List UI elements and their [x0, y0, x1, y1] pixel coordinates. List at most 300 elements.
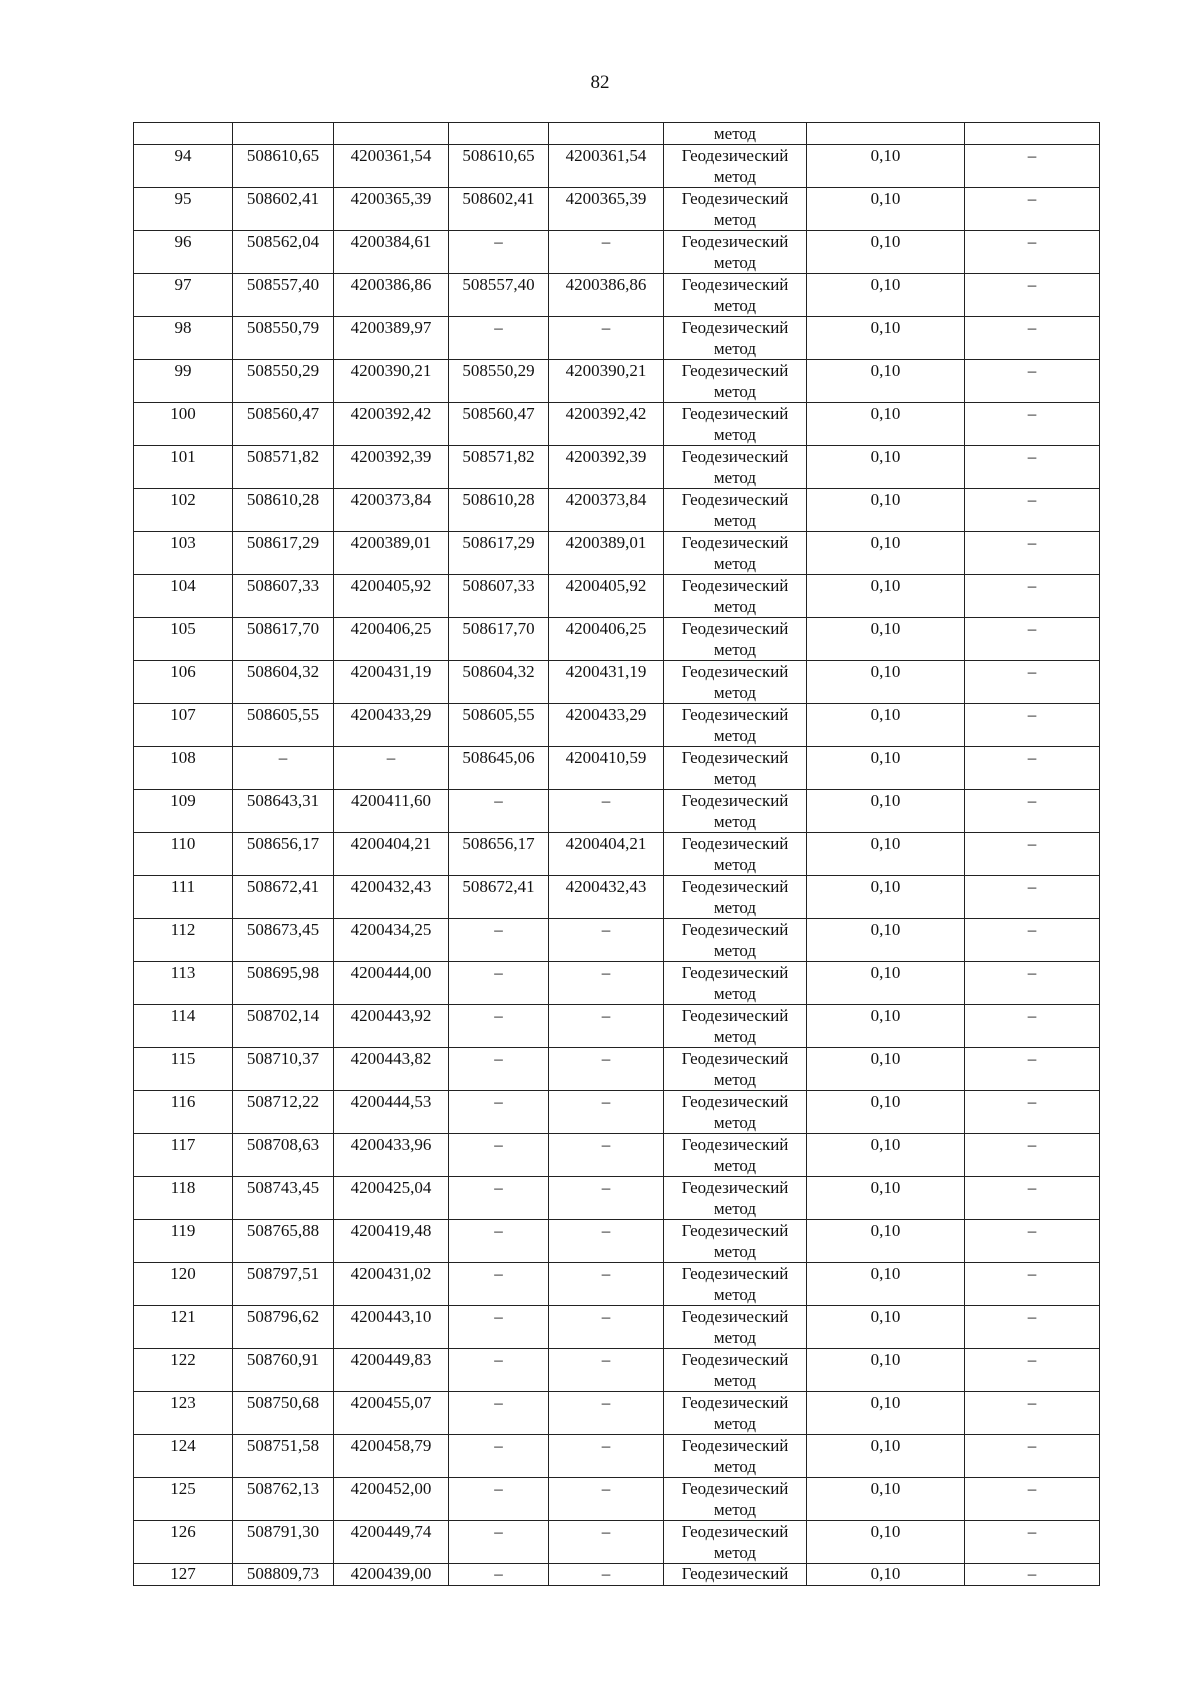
- cell-y2: –: [549, 1306, 664, 1349]
- cell-x2: 508557,40: [449, 274, 549, 317]
- method-line-2: метод: [713, 1285, 757, 1304]
- cell-y2: 4200433,29: [549, 704, 664, 747]
- cell-y2: –: [549, 1478, 664, 1521]
- cell-y1: 4200432,43: [334, 876, 449, 919]
- cell-x2: –: [449, 1263, 549, 1306]
- cell-note: –: [965, 1564, 1100, 1586]
- cell-x1: 508809,73: [233, 1564, 334, 1586]
- cell-y1: 4200405,92: [334, 575, 449, 618]
- method-line-2: метод: [713, 1156, 757, 1175]
- cell-accuracy: 0,10: [807, 790, 965, 833]
- cell-method: [664, 790, 807, 833]
- method-line-1: Геодезический: [681, 1393, 789, 1412]
- cell-note: –: [965, 1177, 1100, 1220]
- cell-x2: 508571,82: [449, 446, 549, 489]
- cell-y2: 4200365,39: [549, 188, 664, 231]
- table-row: [134, 274, 1100, 317]
- cell-accuracy: 0,10: [807, 188, 965, 231]
- cell-note: –: [965, 790, 1100, 833]
- cell-number: 95: [134, 188, 233, 231]
- cell-method: [664, 403, 807, 446]
- cell-x2: 508672,41: [449, 876, 549, 919]
- cell-x2: 508610,65: [449, 145, 549, 188]
- cell-accuracy: 0,10: [807, 1005, 965, 1048]
- cell-y1: 4200444,53: [334, 1091, 449, 1134]
- cell-method: [664, 1220, 807, 1263]
- method-line-2: метод: [713, 468, 757, 487]
- cell-x1: 508702,14: [233, 1005, 334, 1048]
- table-row: [134, 1005, 1100, 1048]
- table-row: [134, 1521, 1100, 1564]
- cell-x2: 508617,70: [449, 618, 549, 661]
- method-line-2: метод: [713, 167, 757, 186]
- cell-number: 127: [134, 1564, 233, 1586]
- cell-y1: [334, 123, 449, 145]
- cell-accuracy: 0,10: [807, 1048, 965, 1091]
- cell-accuracy: 0,10: [807, 403, 965, 446]
- cell-x1: 508791,30: [233, 1521, 334, 1564]
- table-row: [134, 919, 1100, 962]
- cell-y2: –: [549, 1392, 664, 1435]
- cell-method: [664, 1134, 807, 1177]
- method-line-2: метод: [713, 1500, 757, 1519]
- method-line-1: Геодезический: [681, 1264, 789, 1283]
- cell-method: [664, 1306, 807, 1349]
- cell-y2: –: [549, 1521, 664, 1564]
- method-line-1: Геодезический: [681, 1350, 789, 1369]
- cell-note: –: [965, 446, 1100, 489]
- cell-method: [664, 747, 807, 790]
- cell-x1: 508762,13: [233, 1478, 334, 1521]
- method-line-1: Геодезический: [681, 146, 789, 165]
- cell-number: 104: [134, 575, 233, 618]
- cell-accuracy: 0,10: [807, 1220, 965, 1263]
- cell-accuracy: 0,10: [807, 446, 965, 489]
- table-row: [134, 1134, 1100, 1177]
- cell-number: 113: [134, 962, 233, 1005]
- table-row: [134, 145, 1100, 188]
- cell-note: –: [965, 403, 1100, 446]
- cell-x1: 508765,88: [233, 1220, 334, 1263]
- method-line-2: метод: [713, 210, 757, 229]
- cell-method: [664, 1177, 807, 1220]
- cell-number: 106: [134, 661, 233, 704]
- cell-y1: 4200444,00: [334, 962, 449, 1005]
- cell-y1: 4200431,02: [334, 1263, 449, 1306]
- cell-x1: [233, 123, 334, 145]
- cell-x1: 508643,31: [233, 790, 334, 833]
- method-line-2: метод: [713, 1199, 757, 1218]
- cell-x1: 508695,98: [233, 962, 334, 1005]
- cell-accuracy: 0,10: [807, 489, 965, 532]
- cell-method: [664, 1349, 807, 1392]
- cell-x2: –: [449, 1306, 549, 1349]
- cell-accuracy: 0,10: [807, 1435, 965, 1478]
- cell-note: –: [965, 1263, 1100, 1306]
- method-line-1: Геодезический: [681, 189, 789, 208]
- method-line-1: Геодезический: [681, 1479, 789, 1498]
- cell-number: 100: [134, 403, 233, 446]
- cell-x1: 508550,29: [233, 360, 334, 403]
- cell-number: 121: [134, 1306, 233, 1349]
- cell-y1: 4200431,19: [334, 661, 449, 704]
- method-line-1: Геодезический: [681, 877, 789, 896]
- table-row: [134, 403, 1100, 446]
- cell-x1: 508562,04: [233, 231, 334, 274]
- cell-number: 117: [134, 1134, 233, 1177]
- cell-x2: –: [449, 1478, 549, 1521]
- cell-x2: –: [449, 1564, 549, 1586]
- cell-x2: 508610,28: [449, 489, 549, 532]
- cell-number: 124: [134, 1435, 233, 1478]
- cell-note: [965, 123, 1100, 145]
- table-body: [134, 123, 1100, 1586]
- cell-accuracy: 0,10: [807, 876, 965, 919]
- cell-number: 116: [134, 1091, 233, 1134]
- cell-number: 107: [134, 704, 233, 747]
- table-row-partial: [134, 1564, 1100, 1586]
- cell-x1: 508656,17: [233, 833, 334, 876]
- method-line-1: Геодезический: [681, 1307, 789, 1326]
- table-row: [134, 962, 1100, 1005]
- method-line-1: Геодезический: [681, 1178, 789, 1197]
- cell-x1: 508712,22: [233, 1091, 334, 1134]
- cell-accuracy: 0,10: [807, 575, 965, 618]
- cell-y2: –: [549, 790, 664, 833]
- cell-x1: 508708,63: [233, 1134, 334, 1177]
- cell-number: 96: [134, 231, 233, 274]
- method-line-2: метод: [713, 984, 757, 1003]
- cell-note: –: [965, 489, 1100, 532]
- cell-x2: 508607,33: [449, 575, 549, 618]
- method-line-1: Геодезический: [681, 920, 789, 939]
- cell-y1: 4200439,00: [334, 1564, 449, 1586]
- cell-note: –: [965, 1478, 1100, 1521]
- cell-y2: –: [549, 962, 664, 1005]
- cell-x2: –: [449, 1220, 549, 1263]
- cell-x2: –: [449, 790, 549, 833]
- cell-y1: 4200361,54: [334, 145, 449, 188]
- cell-method: [664, 532, 807, 575]
- cell-y2: 4200390,21: [549, 360, 664, 403]
- cell-method: [664, 833, 807, 876]
- cell-note: –: [965, 317, 1100, 360]
- table-row: [134, 1048, 1100, 1091]
- cell-method: [664, 618, 807, 661]
- cell-method: [664, 704, 807, 747]
- method-line-2: метод: [713, 898, 757, 917]
- method-line-1: Геодезический: [681, 748, 789, 767]
- cell-y1: 4200449,83: [334, 1349, 449, 1392]
- cell-accuracy: 0,10: [807, 360, 965, 403]
- cell-y2: 4200406,25: [549, 618, 664, 661]
- method-line-2: метод: [713, 726, 757, 745]
- cell-y1: 4200389,01: [334, 532, 449, 575]
- cell-y1: 4200392,42: [334, 403, 449, 446]
- cell-x2: 508602,41: [449, 188, 549, 231]
- cell-method: [664, 1392, 807, 1435]
- method-line-2: метод: [713, 855, 757, 874]
- cell-number: 115: [134, 1048, 233, 1091]
- method-line-1: Геодезический: [681, 1135, 789, 1154]
- cell-number: 110: [134, 833, 233, 876]
- cell-method: [664, 1521, 807, 1564]
- cell-y1: 4200443,10: [334, 1306, 449, 1349]
- cell-note: –: [965, 1435, 1100, 1478]
- cell-note: –: [965, 145, 1100, 188]
- cell-x2: –: [449, 1048, 549, 1091]
- cell-accuracy: 0,10: [807, 962, 965, 1005]
- method-line-1: Геодезический: [681, 963, 789, 982]
- cell-y1: 4200433,96: [334, 1134, 449, 1177]
- cell-y1: –: [334, 747, 449, 790]
- cell-number: 112: [134, 919, 233, 962]
- cell-y2: 4200405,92: [549, 575, 664, 618]
- cell-method: [664, 1005, 807, 1048]
- cell-x2: –: [449, 1177, 549, 1220]
- method-line-2: метод: [713, 1457, 757, 1476]
- cell-y1: 4200443,92: [334, 1005, 449, 1048]
- method-line-1: Геодезический: [681, 318, 789, 337]
- cell-note: –: [965, 274, 1100, 317]
- cell-y2: –: [549, 1564, 664, 1586]
- table-row: [134, 1478, 1100, 1521]
- coordinates-table: [133, 122, 1100, 1586]
- method-line-1: Геодезический: [681, 533, 789, 552]
- cell-method: [664, 446, 807, 489]
- method-line-1: Геодезический: [681, 447, 789, 466]
- cell-x2: –: [449, 231, 549, 274]
- cell-y2: 4200410,59: [549, 747, 664, 790]
- table-row: [134, 1435, 1100, 1478]
- cell-note: –: [965, 962, 1100, 1005]
- table-row: [134, 317, 1100, 360]
- method-line-2: метод: [713, 769, 757, 788]
- method-line-2: метод: [713, 683, 757, 702]
- table-row: [134, 1306, 1100, 1349]
- cell-x1: 508607,33: [233, 575, 334, 618]
- cell-accuracy: 0,10: [807, 274, 965, 317]
- method-line-1: Геодезический: [681, 1092, 789, 1111]
- cell-accuracy: 0,10: [807, 1263, 965, 1306]
- cell-y1: 4200449,74: [334, 1521, 449, 1564]
- cell-y2: 4200389,01: [549, 532, 664, 575]
- continued-row: [134, 123, 1100, 145]
- cell-x1: 508673,45: [233, 919, 334, 962]
- cell-note: –: [965, 833, 1100, 876]
- cell-x1: 508550,79: [233, 317, 334, 360]
- table-row: [134, 360, 1100, 403]
- cell-x2: 508645,06: [449, 747, 549, 790]
- cell-number: 119: [134, 1220, 233, 1263]
- cell-accuracy: 0,10: [807, 1306, 965, 1349]
- cell-y2: –: [549, 1134, 664, 1177]
- cell-note: –: [965, 231, 1100, 274]
- cell-number: 101: [134, 446, 233, 489]
- method-line-2: метод: [713, 640, 757, 659]
- table-row: [134, 1177, 1100, 1220]
- cell-y2: 4200373,84: [549, 489, 664, 532]
- cell-x1: 508750,68: [233, 1392, 334, 1435]
- cell-y2: 4200431,19: [549, 661, 664, 704]
- cell-accuracy: 0,10: [807, 1134, 965, 1177]
- cell-accuracy: 0,10: [807, 532, 965, 575]
- page-number: 82: [590, 72, 610, 93]
- cell-accuracy: 0,10: [807, 1349, 965, 1392]
- cell-note: –: [965, 1005, 1100, 1048]
- method-line-2: метод: [713, 1328, 757, 1347]
- cell-method: [664, 962, 807, 1005]
- cell-note: –: [965, 575, 1100, 618]
- cell-x1: 508796,62: [233, 1306, 334, 1349]
- cell-note: –: [965, 360, 1100, 403]
- cell-x1: 508610,28: [233, 489, 334, 532]
- cell-x1: 508672,41: [233, 876, 334, 919]
- cell-y2: –: [549, 1220, 664, 1263]
- cell-y2: 4200392,42: [549, 403, 664, 446]
- cell-note: –: [965, 1134, 1100, 1177]
- cell-method: Геодезический: [664, 1564, 807, 1586]
- cell-y1: 4200411,60: [334, 790, 449, 833]
- cell-x1: –: [233, 747, 334, 790]
- cell-y2: 4200432,43: [549, 876, 664, 919]
- cell-method: [664, 145, 807, 188]
- method-line-2: метод: [713, 941, 757, 960]
- cell-y2: 4200361,54: [549, 145, 664, 188]
- cell-x2: 508656,17: [449, 833, 549, 876]
- table-row: [134, 446, 1100, 489]
- cell-x2: –: [449, 317, 549, 360]
- cell-y2: 4200404,21: [549, 833, 664, 876]
- method-line-2: метод: [713, 511, 757, 530]
- cell-x1: 508557,40: [233, 274, 334, 317]
- cell-accuracy: 0,10: [807, 747, 965, 790]
- cell-x1: 508617,29: [233, 532, 334, 575]
- cell-number: 120: [134, 1263, 233, 1306]
- cell-method: [664, 188, 807, 231]
- cell-x1: 508605,55: [233, 704, 334, 747]
- method-line-2: метод: [713, 1070, 757, 1089]
- cell-x1: 508751,58: [233, 1435, 334, 1478]
- cell-x1: 508743,45: [233, 1177, 334, 1220]
- method-line-2: метод: [713, 296, 757, 315]
- cell-y1: 4200404,21: [334, 833, 449, 876]
- cell-x2: [449, 123, 549, 145]
- method-line-1: Геодезический: [681, 490, 789, 509]
- cell-note: –: [965, 1048, 1100, 1091]
- cell-y1: 4200458,79: [334, 1435, 449, 1478]
- method-line-2: метод: [713, 597, 757, 616]
- cell-y1: 4200384,61: [334, 231, 449, 274]
- cell-method: [664, 274, 807, 317]
- cell-x1: 508617,70: [233, 618, 334, 661]
- table-row: [134, 489, 1100, 532]
- cell-accuracy: 0,10: [807, 833, 965, 876]
- cell-y1: 4200419,48: [334, 1220, 449, 1263]
- cell-y1: 4200455,07: [334, 1392, 449, 1435]
- table-row: [134, 833, 1100, 876]
- table-row: [134, 876, 1100, 919]
- table-row: [134, 188, 1100, 231]
- cell-y2: –: [549, 919, 664, 962]
- cell-y1: 4200365,39: [334, 188, 449, 231]
- cell-y1: 4200389,97: [334, 317, 449, 360]
- method-line-1: Геодезический: [681, 1006, 789, 1025]
- table-row: [134, 575, 1100, 618]
- method-line-1: Геодезический: [681, 1049, 789, 1068]
- cell-method: [664, 1263, 807, 1306]
- method-line-1: Геодезический: [681, 232, 789, 251]
- cell-method: [664, 489, 807, 532]
- table-row: [134, 1392, 1100, 1435]
- cell-y1: 4200434,25: [334, 919, 449, 962]
- cell-x1: 508571,82: [233, 446, 334, 489]
- method-line-1: Геодезический: [681, 619, 789, 638]
- cell-number: 108: [134, 747, 233, 790]
- table-row: [134, 1091, 1100, 1134]
- cell-x2: 508605,55: [449, 704, 549, 747]
- cell-x2: –: [449, 1435, 549, 1478]
- cell-number: 98: [134, 317, 233, 360]
- cell-accuracy: 0,10: [807, 1521, 965, 1564]
- cell-accuracy: 0,10: [807, 231, 965, 274]
- method-line-2: метод: [713, 1414, 757, 1433]
- cell-accuracy: 0,10: [807, 317, 965, 360]
- cell-note: –: [965, 1392, 1100, 1435]
- method-line-1: Геодезический: [681, 361, 789, 380]
- cell-method: [664, 1478, 807, 1521]
- cell-accuracy: 0,10: [807, 618, 965, 661]
- method-line-2: метод: [713, 339, 757, 358]
- cell-y2: –: [549, 1091, 664, 1134]
- cell-x2: –: [449, 1392, 549, 1435]
- cell-y2: –: [549, 1263, 664, 1306]
- cell-x2: –: [449, 1349, 549, 1392]
- cell-x1: 508604,32: [233, 661, 334, 704]
- cell-number: [134, 123, 233, 145]
- cell-method: [664, 575, 807, 618]
- cell-number: 105: [134, 618, 233, 661]
- cell-accuracy: 0,10: [807, 145, 965, 188]
- method-line-1: Геодезический: [681, 1221, 789, 1240]
- cell-y1: 4200443,82: [334, 1048, 449, 1091]
- cell-x1: 508760,91: [233, 1349, 334, 1392]
- cell-number: 94: [134, 145, 233, 188]
- table-row: [134, 618, 1100, 661]
- table-row: [134, 532, 1100, 575]
- cell-x2: –: [449, 919, 549, 962]
- cell-y1: 4200386,86: [334, 274, 449, 317]
- method-line-2: метод: [713, 1242, 757, 1261]
- method-line-1: Геодезический: [681, 791, 789, 810]
- cell-y1: 4200373,84: [334, 489, 449, 532]
- cell-note: –: [965, 1521, 1100, 1564]
- cell-method: [664, 317, 807, 360]
- cell-accuracy: 0,10: [807, 704, 965, 747]
- cell-x2: 508560,47: [449, 403, 549, 446]
- method-line-1: Геодезический: [681, 1522, 789, 1541]
- cell-method: [664, 1435, 807, 1478]
- table-row: [134, 1263, 1100, 1306]
- method-line-1: Геодезический: [681, 662, 789, 681]
- method-line-1: Геодезический: [681, 834, 789, 853]
- cell-x2: –: [449, 1091, 549, 1134]
- cell-note: –: [965, 188, 1100, 231]
- cell-number: 99: [134, 360, 233, 403]
- cell-y1: 4200390,21: [334, 360, 449, 403]
- cell-note: –: [965, 876, 1100, 919]
- cell-y1: 4200425,04: [334, 1177, 449, 1220]
